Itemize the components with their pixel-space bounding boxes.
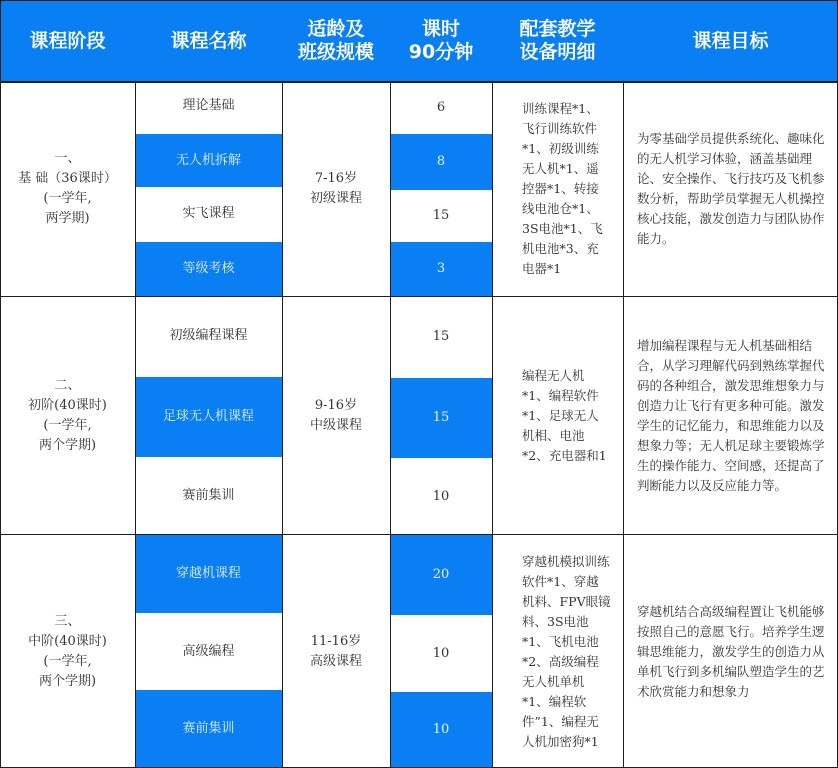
course-hours: 8 — [390, 134, 492, 190]
course-name: 无人机拆解 — [135, 134, 282, 187]
equipment-cell-2: 编程无人机*1、编程软件*1、足球无人机相、电池*2、充电器和1 — [492, 296, 623, 535]
stage-cell-3: 三、 中阶(40课时) (一学年, 两个学期) — [0, 535, 135, 768]
grid-line — [390, 82, 391, 768]
grid-line — [0, 296, 838, 297]
course-hours: 10 — [390, 615, 492, 692]
age-cell-3: 11-16岁 高级课程 — [282, 535, 390, 768]
header-stage: 课程阶段 — [0, 0, 135, 82]
course-hours: 15 — [390, 190, 492, 242]
course-hours: 15 — [390, 296, 492, 378]
equipment-cell-1: 训练课程*1、飞行训练软件*1、初级训练无人机*1、遥控器*1、转接线电池仓*1、3S电池*1、飞机电池*3、充电器*1 — [492, 82, 623, 296]
stage-cell-1: 一、 基 础（36课时） (一学年, 两学期) — [0, 82, 135, 296]
course-hours: 15 — [390, 378, 492, 458]
course-name: 穿越机课程 — [135, 535, 282, 613]
course-hours: 10 — [390, 458, 492, 535]
course-name: 理论基础 — [135, 82, 282, 130]
course-name: 高级编程 — [135, 613, 282, 690]
course-hours: 10 — [390, 692, 492, 768]
equipment-cell-3: 穿越机模拟训练软件*1、穿越机料、FPV眼镜料、3S电池*1、飞机电池*2、高级编程无人机单机*1、编程软件”1、编程无人机加密狗*1 — [492, 535, 623, 768]
grid-line — [0, 534, 838, 535]
course-hours: 6 — [390, 82, 492, 134]
grid-line — [492, 82, 493, 768]
header-hours: 课时 90分钟 — [390, 0, 492, 82]
header-age: 适龄及 班级规模 — [282, 0, 390, 82]
grid-line — [623, 82, 624, 768]
course-hours: 3 — [390, 242, 492, 296]
course-name: 初级编程课程 — [135, 296, 282, 376]
course-name: 足球无人机课程 — [135, 377, 282, 457]
stage-cell-2: 二、 初阶(40课时) (一学年, 两个学期) — [0, 296, 135, 535]
course-name: 实飞课程 — [135, 187, 282, 240]
goal-cell-3: 穿越机结合高级编程置让飞机能够按照自己的意愿飞行。培养学生逻辑思维能力，激发学生的创造力从单机飞行到多机编队塑造学生的艺术欣赏能力和想象力 — [623, 535, 838, 768]
grid-line — [0, 82, 838, 83]
age-cell-1: 7-16岁 初级课程 — [282, 82, 390, 296]
course-name: 赛前集训 — [135, 690, 282, 768]
header-equipment: 配套教学 设备明细 — [492, 0, 623, 82]
grid-line — [282, 82, 283, 768]
course-hours: 20 — [390, 535, 492, 615]
grid-line — [135, 82, 136, 768]
grid-line — [0, 82, 1, 768]
header-goal: 课程目标 — [623, 0, 838, 82]
course-name: 赛前集训 — [135, 457, 282, 535]
goal-cell-2: 增加编程课程与无人机基础相结合，从学习理解代码到熟练掌握代码的各种组合，激发思维想象力与创造力让飞行有更多种可能。激发学生的记忆能力，和思维能力以及想象力等；无人机足球主要锻炼学生的操作能力、空间感，还提高了判断能力以及反应能力等。 — [623, 296, 838, 535]
course-name: 等级考核 — [135, 242, 282, 296]
age-cell-2: 9-16岁 中级课程 — [282, 296, 390, 535]
header-name: 课程名称 — [135, 0, 282, 82]
goal-cell-1: 为零基础学员提供系统化、趣味化的无人机学习体验，涵盖基础理论、安全操作、飞行技巧及飞机参数分析，帮助学员掌握无人机操控核心技能，激发创造力与团队协作能力。 — [623, 82, 838, 296]
